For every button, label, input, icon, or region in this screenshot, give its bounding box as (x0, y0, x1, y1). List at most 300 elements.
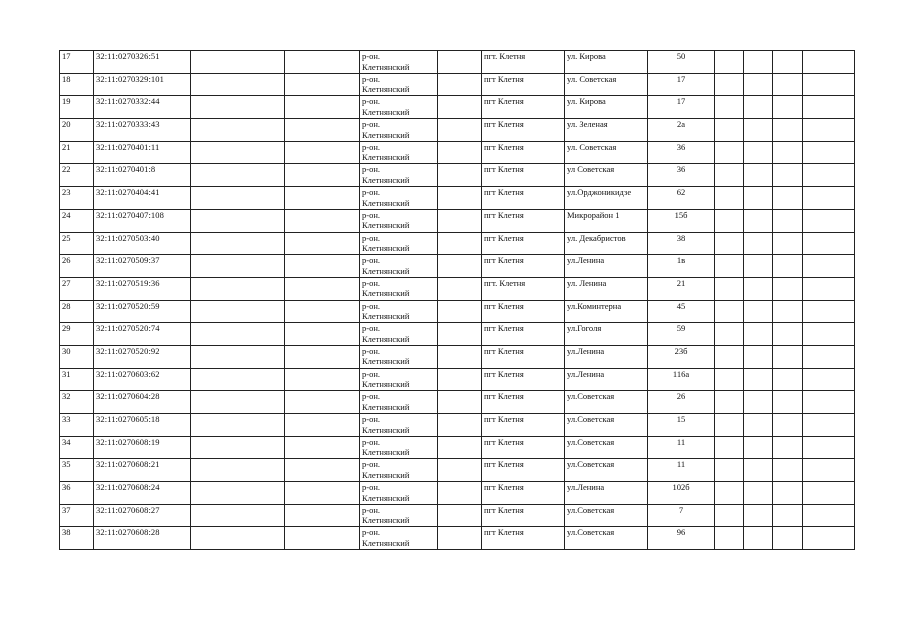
empty-cell (803, 300, 855, 323)
empty-cell (715, 459, 744, 482)
empty-cell (285, 436, 360, 459)
district-name-label: Клетнянский (362, 492, 410, 503)
row-number-cell: 33 (60, 414, 94, 437)
cadastral-number-cell: 32:11:0270604:28 (94, 391, 191, 414)
empty-cell (773, 482, 803, 505)
row-number-cell: 34 (60, 436, 94, 459)
district-name-label: Клетнянский (362, 333, 410, 344)
district-name-label: Клетнянский (362, 537, 410, 548)
empty-cell (285, 51, 360, 74)
settlement-cell: пгт. Клетня (482, 51, 565, 74)
empty-cell (715, 51, 744, 74)
district-cell (360, 51, 438, 74)
house-number-cell: 26 (648, 391, 715, 414)
empty-cell (715, 391, 744, 414)
district-cell (360, 482, 438, 505)
settlement-cell: пгт Клетня (482, 119, 565, 142)
empty-cell (803, 504, 855, 527)
district-name-label: Клетнянский (362, 61, 410, 72)
district-cell (360, 459, 438, 482)
district-type-label: р-он. (362, 119, 381, 130)
empty-cell (191, 255, 285, 278)
district-name-label: Клетнянский (362, 424, 410, 435)
empty-cell (803, 391, 855, 414)
house-number-cell: 102б (648, 482, 715, 505)
district-name-label: Клетнянский (362, 243, 410, 253)
settlement-cell: пгт Клетня (482, 368, 565, 391)
empty-cell (285, 232, 360, 255)
street-cell: ул. Советская (565, 73, 648, 96)
district-type-label: р-он. (362, 141, 381, 152)
table-row (60, 482, 855, 505)
empty-cell (191, 436, 285, 459)
district-type-label: р-он. (362, 391, 381, 402)
street-cell: ул. Декабристов (565, 232, 648, 255)
table-row (60, 255, 855, 278)
street-cell: ул.Ленина (565, 482, 648, 505)
empty-cell (744, 504, 773, 527)
table-row (60, 323, 855, 346)
table-row (60, 277, 855, 300)
table-row (60, 368, 855, 391)
empty-cell (715, 73, 744, 96)
empty-cell (803, 209, 855, 232)
district-cell (360, 368, 438, 391)
empty-cell (744, 345, 773, 368)
row-number-cell: 31 (60, 368, 94, 391)
empty-cell (773, 119, 803, 142)
district-cell (360, 527, 438, 550)
district-name-label: Клетнянский (362, 288, 410, 299)
settlement-cell: пгт Клетня (482, 436, 565, 459)
district-name-label: Клетнянский (362, 220, 410, 231)
settlement-cell: пгт Клетня (482, 187, 565, 210)
district-cell (360, 255, 438, 278)
empty-cell (744, 459, 773, 482)
empty-cell (744, 482, 773, 505)
empty-cell (803, 187, 855, 210)
empty-cell (803, 164, 855, 187)
empty-cell (191, 119, 285, 142)
empty-cell (773, 255, 803, 278)
empty-cell (191, 209, 285, 232)
district-type-label: р-он. (362, 300, 381, 311)
registry-table-body (60, 51, 855, 550)
district-cell (360, 232, 438, 255)
street-cell: ул. Кирова (565, 96, 648, 119)
empty-cell (285, 300, 360, 323)
empty-cell (744, 187, 773, 210)
settlement-cell: пгт Клетня (482, 209, 565, 232)
empty-cell (773, 277, 803, 300)
document-page (59, 50, 855, 550)
house-number-cell: 62 (648, 187, 715, 210)
empty-cell (191, 164, 285, 187)
empty-cell (803, 141, 855, 164)
district-name-label: Клетнянский (362, 265, 410, 276)
empty-cell (191, 459, 285, 482)
street-cell: ул.Коминтерна (565, 300, 648, 323)
empty-cell (773, 96, 803, 119)
empty-cell (773, 51, 803, 74)
district-name-label: Клетнянский (362, 152, 410, 163)
settlement-cell: пгт Клетня (482, 73, 565, 96)
empty-cell (803, 459, 855, 482)
empty-cell (285, 277, 360, 300)
row-number-cell: 23 (60, 187, 94, 210)
empty-cell (285, 414, 360, 437)
house-number-cell: 36 (648, 141, 715, 164)
empty-cell (715, 255, 744, 278)
row-number-cell: 36 (60, 482, 94, 505)
empty-cell (715, 323, 744, 346)
house-number-cell: 7 (648, 504, 715, 527)
cadastral-number-cell: 32:11:0270329:101 (94, 73, 191, 96)
district-type-label: р-он. (362, 255, 381, 266)
cadastral-number-cell: 32:11:0270520:59 (94, 300, 191, 323)
row-number-cell: 19 (60, 96, 94, 119)
empty-cell (715, 527, 744, 550)
district-name-label: Клетнянский (362, 447, 410, 458)
district-name-label: Клетнянский (362, 174, 410, 185)
empty-cell (773, 436, 803, 459)
empty-cell (285, 209, 360, 232)
house-number-cell: 15 (648, 414, 715, 437)
district-type-label: р-он. (362, 96, 381, 107)
table-row (60, 527, 855, 550)
empty-cell (773, 368, 803, 391)
empty-cell (803, 368, 855, 391)
empty-cell (803, 232, 855, 255)
house-number-cell: 23б (648, 345, 715, 368)
empty-cell (744, 436, 773, 459)
empty-cell (285, 459, 360, 482)
empty-cell (803, 414, 855, 437)
cadastral-number-cell: 32:11:0270401:11 (94, 141, 191, 164)
empty-cell (715, 345, 744, 368)
empty-cell (438, 345, 482, 368)
district-name-label: Клетнянский (362, 197, 410, 208)
settlement-cell: пгт Клетня (482, 482, 565, 505)
empty-cell (803, 255, 855, 278)
empty-cell (773, 141, 803, 164)
row-number-cell: 21 (60, 141, 94, 164)
empty-cell (438, 96, 482, 119)
empty-cell (285, 345, 360, 368)
empty-cell (438, 187, 482, 210)
empty-cell (438, 141, 482, 164)
street-cell: ул.Советская (565, 414, 648, 437)
empty-cell (744, 277, 773, 300)
district-type-label: р-он. (362, 277, 381, 288)
cadastral-number-cell: 32:11:0270503:40 (94, 232, 191, 255)
table-row (60, 51, 855, 74)
cadastral-number-cell: 32:11:0270608:19 (94, 436, 191, 459)
cadastral-number-cell: 32:11:0270407:108 (94, 209, 191, 232)
empty-cell (715, 232, 744, 255)
empty-cell (773, 391, 803, 414)
settlement-cell: пгт Клетня (482, 323, 565, 346)
empty-cell (744, 141, 773, 164)
empty-cell (715, 300, 744, 323)
table-row (60, 73, 855, 96)
house-number-cell: 11 (648, 459, 715, 482)
empty-cell (191, 277, 285, 300)
settlement-cell: пгт Клетня (482, 391, 565, 414)
empty-cell (438, 459, 482, 482)
empty-cell (191, 141, 285, 164)
table-row (60, 391, 855, 414)
street-cell: ул.Советская (565, 436, 648, 459)
empty-cell (191, 414, 285, 437)
settlement-cell: пгт Клетня (482, 345, 565, 368)
row-number-cell: 26 (60, 255, 94, 278)
empty-cell (285, 141, 360, 164)
table-row (60, 187, 855, 210)
empty-cell (438, 436, 482, 459)
cadastral-number-cell: 32:11:0270519:36 (94, 277, 191, 300)
district-type-label: р-он. (362, 368, 381, 379)
empty-cell (715, 96, 744, 119)
house-number-cell: 11 (648, 436, 715, 459)
house-number-cell: 45 (648, 300, 715, 323)
district-cell (360, 73, 438, 96)
empty-cell (285, 73, 360, 96)
row-number-cell: 38 (60, 527, 94, 550)
empty-cell (438, 504, 482, 527)
district-cell (360, 187, 438, 210)
empty-cell (438, 51, 482, 74)
empty-cell (803, 345, 855, 368)
empty-cell (438, 482, 482, 505)
district-type-label: р-он. (362, 414, 381, 424)
district-name-label: Клетнянский (362, 401, 410, 412)
empty-cell (438, 209, 482, 232)
street-cell: ул. Советская (565, 141, 648, 164)
empty-cell (285, 119, 360, 142)
house-number-cell: 38 (648, 232, 715, 255)
empty-cell (715, 209, 744, 232)
empty-cell (715, 436, 744, 459)
district-cell (360, 391, 438, 414)
empty-cell (715, 164, 744, 187)
settlement-cell: пгт Клетня (482, 459, 565, 482)
house-number-cell: 1в (648, 255, 715, 278)
empty-cell (285, 368, 360, 391)
row-number-cell: 32 (60, 391, 94, 414)
district-name-label: Клетнянский (362, 84, 410, 95)
cadastral-number-cell: 32:11:0270333:43 (94, 119, 191, 142)
street-cell: ул.Ленина (565, 368, 648, 391)
street-cell: ул. Ленина (565, 277, 648, 300)
district-name-label: Клетнянский (362, 106, 410, 117)
empty-cell (715, 504, 744, 527)
cadastral-number-cell: 32:11:0270404:41 (94, 187, 191, 210)
district-name-label: Клетнянский (362, 469, 410, 480)
district-cell (360, 300, 438, 323)
empty-cell (191, 391, 285, 414)
house-number-cell: 96 (648, 527, 715, 550)
empty-cell (715, 414, 744, 437)
house-number-cell: 59 (648, 323, 715, 346)
empty-cell (285, 323, 360, 346)
cadastral-number-cell: 32:11:0270326:51 (94, 51, 191, 74)
empty-cell (773, 232, 803, 255)
district-name-label: Клетнянский (362, 311, 410, 322)
house-number-cell: 36 (648, 164, 715, 187)
empty-cell (191, 187, 285, 210)
settlement-cell: пгт Клетня (482, 504, 565, 527)
empty-cell (191, 527, 285, 550)
street-cell: ул.Ленина (565, 345, 648, 368)
empty-cell (285, 96, 360, 119)
empty-cell (191, 73, 285, 96)
settlement-cell: пгт. Клетня (482, 277, 565, 300)
empty-cell (438, 300, 482, 323)
empty-cell (191, 345, 285, 368)
street-cell: ул Советская (565, 164, 648, 187)
table-row (60, 232, 855, 255)
empty-cell (191, 323, 285, 346)
settlement-cell: пгт Клетня (482, 300, 565, 323)
district-type-label: р-он. (362, 323, 381, 334)
settlement-cell: пгт Клетня (482, 232, 565, 255)
empty-cell (438, 391, 482, 414)
empty-cell (715, 119, 744, 142)
empty-cell (773, 504, 803, 527)
district-cell (360, 323, 438, 346)
district-type-label: р-он. (362, 209, 381, 220)
empty-cell (773, 73, 803, 96)
cadastral-number-cell: 32:11:0270520:92 (94, 345, 191, 368)
street-cell: ул. Кирова (565, 51, 648, 74)
empty-cell (744, 51, 773, 74)
empty-cell (191, 300, 285, 323)
land-plot-registry-table (59, 50, 855, 550)
district-name-label: Клетнянский (362, 356, 410, 367)
district-name-label: Клетнянский (362, 129, 410, 140)
settlement-cell: пгт Клетня (482, 96, 565, 119)
empty-cell (773, 209, 803, 232)
cadastral-number-cell: 32:11:0270401:8 (94, 164, 191, 187)
street-cell: ул.Орджоникидзе (565, 187, 648, 210)
empty-cell (438, 119, 482, 142)
empty-cell (191, 482, 285, 505)
district-cell (360, 277, 438, 300)
row-number-cell: 35 (60, 459, 94, 482)
district-cell (360, 436, 438, 459)
empty-cell (744, 232, 773, 255)
table-row (60, 345, 855, 368)
district-type-label: р-он. (362, 482, 381, 493)
table-row (60, 96, 855, 119)
cadastral-number-cell: 32:11:0270608:27 (94, 504, 191, 527)
house-number-cell: 17 (648, 96, 715, 119)
empty-cell (744, 368, 773, 391)
empty-cell (438, 73, 482, 96)
empty-cell (438, 323, 482, 346)
table-row (60, 436, 855, 459)
district-type-label: р-он. (362, 459, 381, 470)
empty-cell (715, 277, 744, 300)
empty-cell (744, 255, 773, 278)
empty-cell (803, 73, 855, 96)
house-number-cell: 50 (648, 51, 715, 74)
empty-cell (773, 187, 803, 210)
cadastral-number-cell: 32:11:0270608:24 (94, 482, 191, 505)
row-number-cell: 22 (60, 164, 94, 187)
empty-cell (191, 96, 285, 119)
row-number-cell: 29 (60, 323, 94, 346)
cadastral-number-cell: 32:11:0270608:28 (94, 527, 191, 550)
district-type-label: р-он. (362, 187, 381, 198)
district-type-label: р-он. (362, 436, 381, 447)
empty-cell (773, 164, 803, 187)
empty-cell (803, 277, 855, 300)
empty-cell (803, 482, 855, 505)
empty-cell (438, 368, 482, 391)
street-cell: ул. Зеленая (565, 119, 648, 142)
cadastral-number-cell: 32:11:0270332:44 (94, 96, 191, 119)
empty-cell (773, 459, 803, 482)
empty-cell (744, 414, 773, 437)
empty-cell (803, 96, 855, 119)
cadastral-number-cell: 32:11:0270603:62 (94, 368, 191, 391)
empty-cell (803, 51, 855, 74)
empty-cell (803, 323, 855, 346)
row-number-cell: 28 (60, 300, 94, 323)
empty-cell (744, 73, 773, 96)
row-number-cell: 24 (60, 209, 94, 232)
empty-cell (715, 368, 744, 391)
table-row (60, 119, 855, 142)
row-number-cell: 25 (60, 232, 94, 255)
district-cell (360, 141, 438, 164)
street-cell: ул.Гоголя (565, 323, 648, 346)
empty-cell (715, 141, 744, 164)
house-number-cell: 116а (648, 368, 715, 391)
district-type-label: р-он. (362, 73, 381, 84)
street-cell: ул.Советская (565, 459, 648, 482)
district-type-label: р-он. (362, 232, 381, 243)
district-type-label: р-он. (362, 527, 381, 538)
empty-cell (744, 96, 773, 119)
empty-cell (773, 414, 803, 437)
district-cell (360, 96, 438, 119)
empty-cell (773, 323, 803, 346)
empty-cell (744, 300, 773, 323)
district-type-label: р-он. (362, 51, 381, 61)
district-cell (360, 164, 438, 187)
empty-cell (773, 527, 803, 550)
empty-cell (438, 527, 482, 550)
empty-cell (744, 164, 773, 187)
district-cell (360, 209, 438, 232)
district-type-label: р-он. (362, 504, 381, 515)
house-number-cell: 17 (648, 73, 715, 96)
empty-cell (773, 300, 803, 323)
empty-cell (438, 255, 482, 278)
empty-cell (285, 255, 360, 278)
empty-cell (438, 164, 482, 187)
empty-cell (285, 391, 360, 414)
empty-cell (744, 119, 773, 142)
empty-cell (744, 209, 773, 232)
district-type-label: р-он. (362, 345, 381, 356)
district-name-label: Клетнянский (362, 515, 410, 526)
street-cell: Микрорайон 1 (565, 209, 648, 232)
settlement-cell: пгт Клетня (482, 414, 565, 437)
